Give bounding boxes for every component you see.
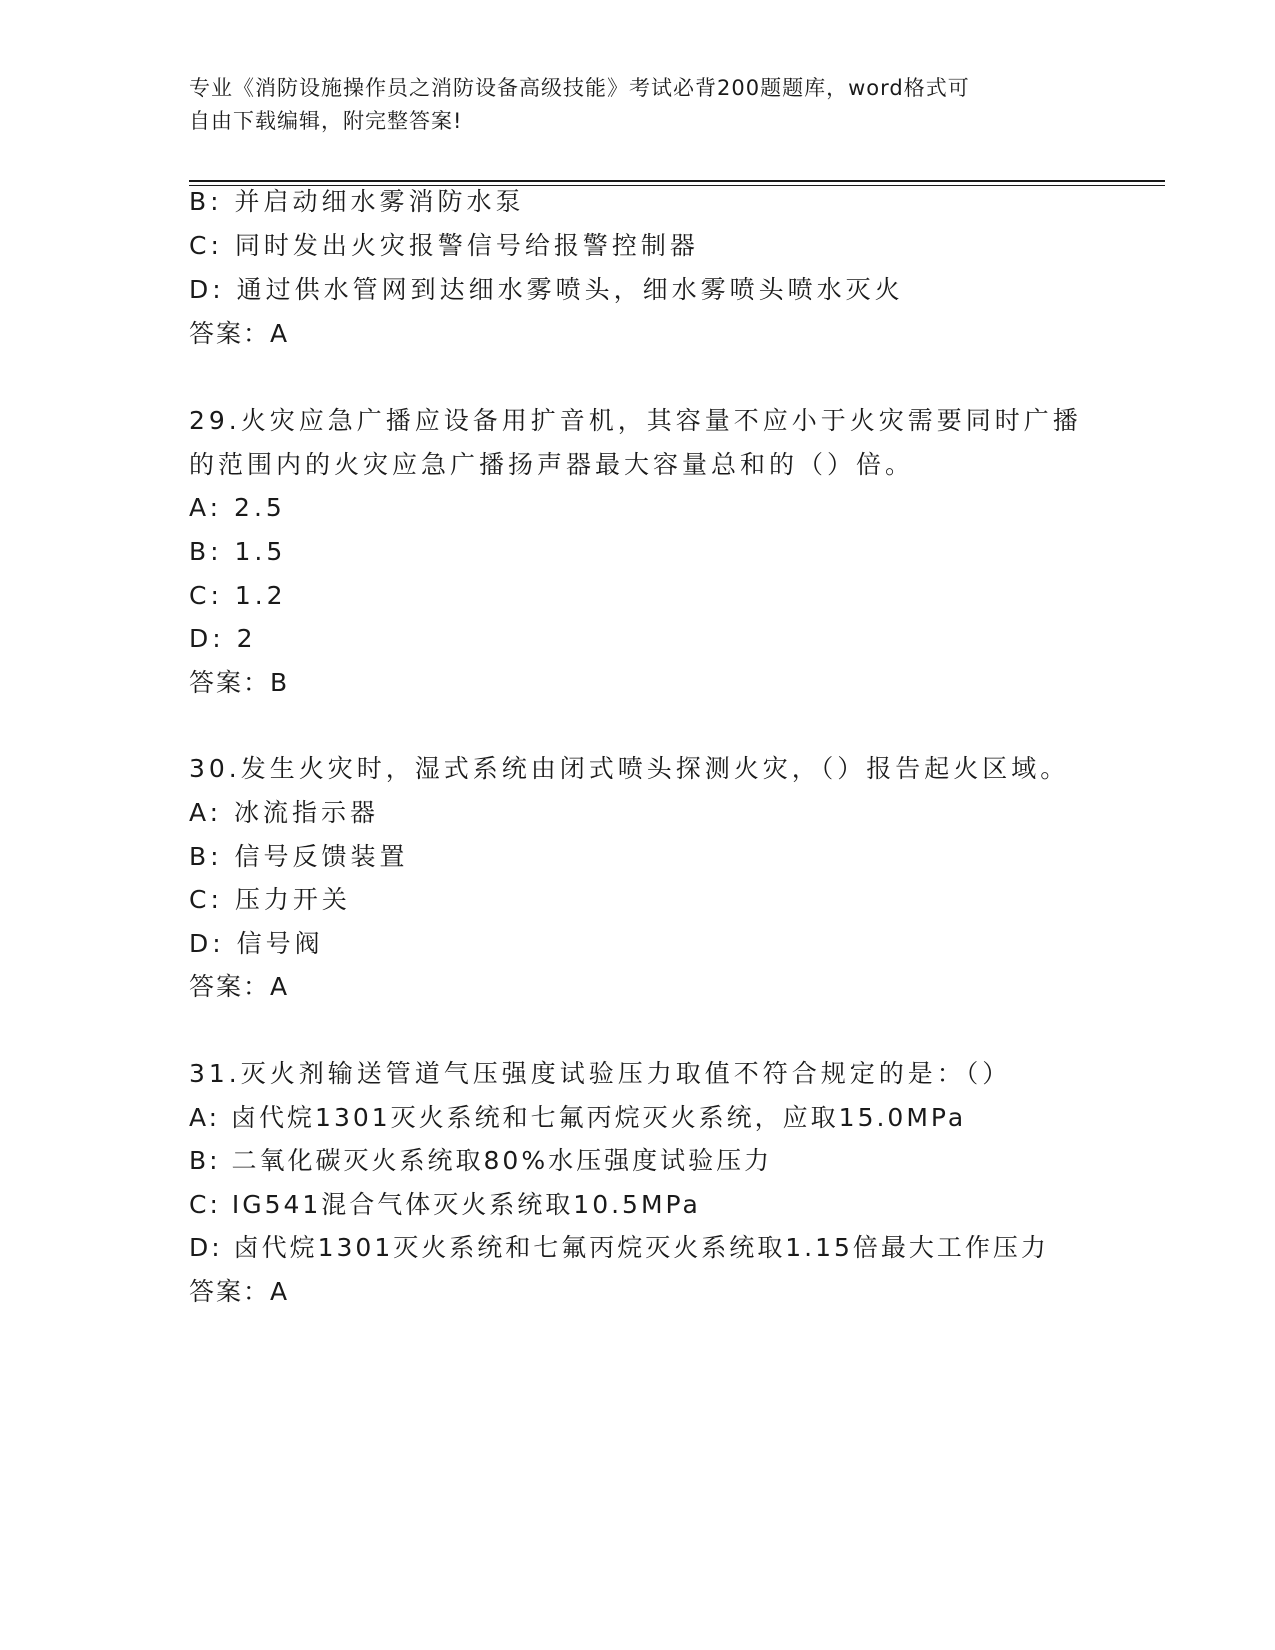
q28-option-b: B: 并启动细水雾消防水泵 xyxy=(189,187,525,216)
q29-stem-line-1: 29.火灾应急广播应设备用扩音机，其容量不应小于火灾需要同时广播 xyxy=(189,406,1082,435)
q31-option-a: A: 卤代烷1301灭火系统和七氟丙烷灭火系统，应取15.0MPa xyxy=(189,1103,967,1132)
q28-option-c: C: 同时发出火灾报警信号给报警控制器 xyxy=(189,231,699,260)
q29-option-d: D: 2 xyxy=(189,624,257,653)
q29-option-c: C: 1.2 xyxy=(189,581,287,610)
header-line-1: 专业《消防设施操作员之消防设备高级技能》考试必背200题题库，word格式可 xyxy=(189,76,970,100)
q29-answer: 答案：B xyxy=(189,668,290,697)
q28-answer: 答案：A xyxy=(189,319,290,348)
header-line-2: 自由下载编辑，附完整答案! xyxy=(189,109,463,133)
q31-option-c: C: IG541混合气体灭火系统取10.5MPa xyxy=(189,1190,701,1219)
q31-stem-line-1: 31.灭火剂输送管道气压强度试验压力取值不符合规定的是：（） xyxy=(189,1059,1012,1088)
q28-option-d: D: 通过供水管网到达细水雾喷头，细水雾喷头喷水灭火 xyxy=(189,275,904,304)
header-divider xyxy=(189,180,1165,186)
q30-option-a: A: 冰流指示器 xyxy=(189,798,380,827)
q30-option-d: D: 信号阀 xyxy=(189,929,324,958)
q29-option-b: B: 1.5 xyxy=(189,537,287,566)
q31-answer: 答案：A xyxy=(189,1277,290,1306)
page-header xyxy=(189,72,1089,138)
q29-stem-line-2: 的范围内的火灾应急广播扬声器最大容量总和的（）倍。 xyxy=(189,450,915,479)
q31-option-d: D: 卤代烷1301灭火系统和七氟丙烷灭火系统取1.15倍最大工作压力 xyxy=(189,1233,1049,1262)
q30-stem-line-1: 30.发生火灾时，湿式系统由闭式喷头探测火灾，（）报告起火区域。 xyxy=(189,754,1070,783)
q30-option-c: C: 压力开关 xyxy=(189,885,351,914)
q30-option-b: B: 信号反馈装置 xyxy=(189,842,409,871)
q30-answer: 答案：A xyxy=(189,972,290,1001)
q29-option-a: A: 2.5 xyxy=(189,493,286,522)
q31-option-b: B: 二氧化碳灭火系统取80%水压强度试验压力 xyxy=(189,1146,773,1175)
